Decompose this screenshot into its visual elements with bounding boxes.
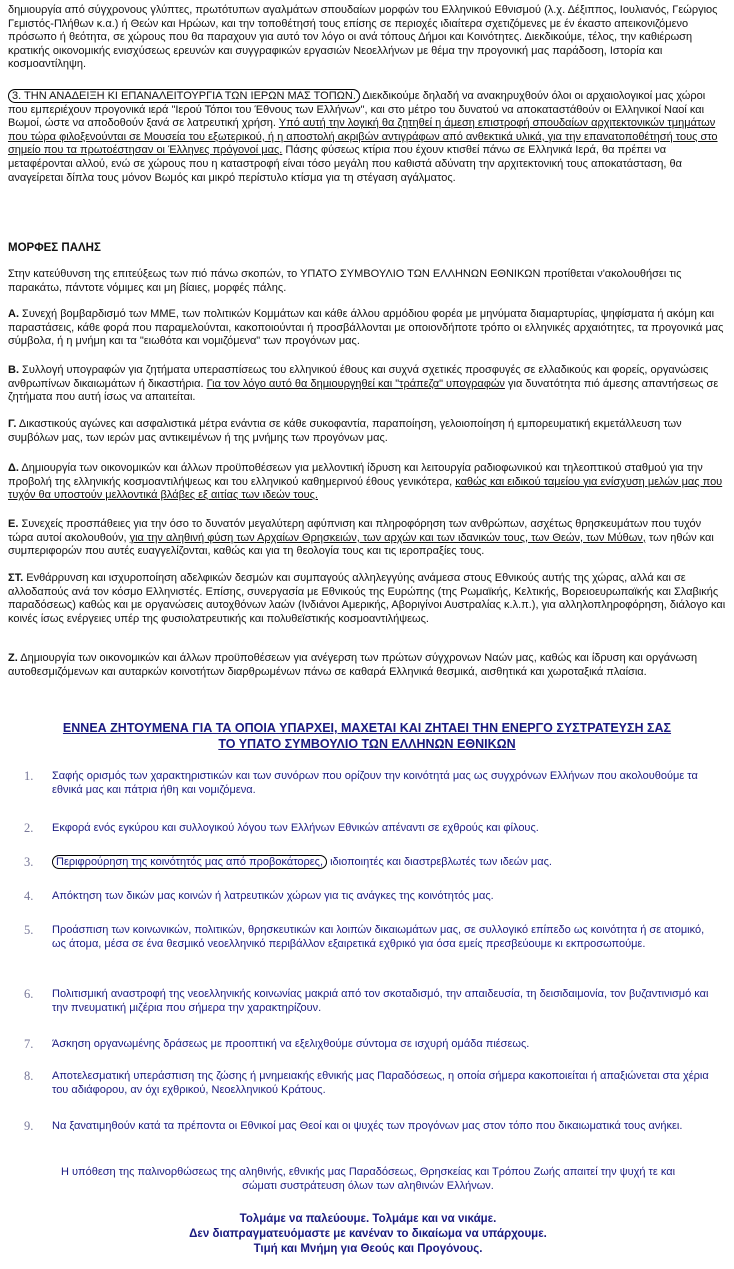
form-d xyxy=(8,462,726,503)
list-item-text: Προάσπιση των κοινωνικών, πολιτικών, θρησκευτικών και λοιπών δικαιωμάτων μας, σε συλλογικό επίπεδο ως κοινότητα ή σε ατομικό, ως άτομα, μέσα σε ένα θεσμικό νεοελληνικό περιβάλλον εξαιρετικά εχθρικό για όσα εμείς πρεσβεύουμε κι εκπροσωπούμε. xyxy=(52,924,705,950)
list-item-number: 4. xyxy=(24,889,34,903)
section-3-underlined: Υπό αυτή την λογική θα ζητηθεί η άμεση επιστροφή σπουδαίων αρχιτεκτονικών τμημάτων που τώρα φιλοξενούνται σε Μουσεία του εξωτερικού, ή η αποστολή ακριβών αντιγράφων από ανθεκτικά υλικά, για την επανατοποθέτησή τους στο σημείο που τα πρωτοέστησαν οι Έλληνες πρόγονοί μας. xyxy=(8,117,718,157)
form-st-letter: ΣΤ. xyxy=(8,572,24,584)
list-item-number: 5. xyxy=(24,923,34,937)
form-d-text: Δημιουργία των οικονομικών και άλλων προϋποθέσεων για μελλοντική ίδρυση και λειτουργία ραδιοφωνικού και τηλεοπτικού σταθμού για την προβολή της ελληνικής κοσμοαντιλήψεως και του ελληνικού καθημερινού έθους γενικότερα, xyxy=(8,462,703,488)
nine-demands-title xyxy=(8,720,726,752)
form-e-text: Συνεχείς προσπάθειες για την όσο το δυνατόν μεγαλύτερη αφύπνιση και πληροφόρηση των ανθρώπων, ασχέτως θρησκευμάτων που τυχόν τώρα αυτοί ακολουθούν, xyxy=(8,518,702,544)
motto-line-2: Δεν διαπραγματευόμαστε με κανέναν το δικαίωμα να υπάρχουμε. xyxy=(189,1228,547,1240)
motto-line-3: Τιμή και Μνήμη για Θεούς και Προγόνους. xyxy=(253,1243,483,1255)
form-b-text-2: για δυνατότητα πιό άμεσης απαντήσεως σε ζητήματα που αυτή ίσως να απαιτείται. xyxy=(8,377,719,404)
motto-line-1: Τολμάμε να παλεύουμε. Τολμάμε και να νικάμε. xyxy=(239,1213,497,1225)
section-3-paragraph xyxy=(8,90,726,185)
form-e-text-2: των ηθών και συμπεριφορών που αυτές ευαγγελίζονται, καθώς και για τη θεολογία τους και τις ιεροπραξίες τους. xyxy=(8,531,714,558)
list-item-circled: Περιφρούρηση της κοινότητός μας από προβοκάτορες, xyxy=(52,855,327,869)
list-item-text: Εκφορά ενός εγκύρου και συλλογικού λόγου των Ελλήνων Εθνικών απέναντι σε εχθρούς και φίλους. xyxy=(52,822,539,834)
list-item-number: 9. xyxy=(24,1119,34,1133)
form-a-letter: Α. xyxy=(8,308,19,320)
list-item-number: 8. xyxy=(24,1069,34,1083)
section-3-title: 3. ΤΗΝ ΑΝΑΔΕΙΞΗ ΚΙ ΕΠΑΝΑΛΕΙΤΟΥΡΓΙΑ ΤΩΝ ΙΕΡΩΝ ΜΑΣ ΤΟΠΩΝ. xyxy=(8,89,360,103)
form-e-letter: Ε. xyxy=(8,518,19,530)
list-item-text: Απόκτηση των δικών μας κοινών ή λατρευτικών χώρων για τις ανάγκες της κοινότητός μας. xyxy=(52,890,494,902)
list-item-text: Πολιτισμική αναστροφή της νεοελληνικής κοινωνίας μακριά από τον σκοταδισμό, την απαιδευσία, τη δεισιδαιμονία, τον βυζαντινισμό και την πνευματική μιζέρια που σήμερα την χαρακτηρίζουν. xyxy=(52,988,709,1014)
list-item-text: Άσκηση οργανωμένης δράσεως με προοπτική να εξελιχθούμε σύντομα σε ισχυρή ομάδα πιέσεως. xyxy=(52,1038,530,1050)
list-item-text xyxy=(52,856,712,870)
form-b-letter: Β. xyxy=(8,364,19,376)
form-a xyxy=(8,308,726,349)
form-d-letter: Δ. xyxy=(8,462,19,474)
list-item-number: 6. xyxy=(24,987,34,1001)
forms-intro: Στην κατεύθυνση της επιτεύξεως των πιό πάνω σκοπών, το ΥΠΑΤΟ ΣΥΜΒΟΥΛΙΟ ΤΩΝ ΕΛΛΗΝΩΝ ΕΘΝΙΚΩΝ προτίθεται ν'ακολουθήσει τις παρακάτω, πάντοτε νόμιμες και μη βίαιες, μορφές πάλης. xyxy=(8,268,682,294)
form-z xyxy=(8,652,726,679)
closing-paragraph: Η υπόθεση της παλινορθώσεως της αληθινής, εθνικής μας Παραδόσεως, Θρησκείας και Τρόπου Ζωής απαιτεί την ψυχή τε και σώματι συστράτευση όλων των αληθινών Ελλήνων. xyxy=(60,1166,676,1192)
form-c-text: Δικαστικούς αγώνες και ασφαλιστικά μέτρα ενάντια σε κάθε συκοφαντία, παραποίηση, γελοιοποίηση ή εμπορευματική εκμετάλλευση των συμβόλων μας, των ιερών μας αντικειμένων ή της μνήμης των προγόνων μας. xyxy=(8,418,682,444)
list-item-rest: ιδιοποιητές και διαστρεβλωτές των ιδεών μας. xyxy=(327,856,552,868)
form-e xyxy=(8,518,726,559)
intro-paragraph: δημιουργία από σύγχρονους γλύπτες, πρωτότυπων αγαλμάτων σπουδαίων μορφών του Ελληνικού Εθνισμού (λ.χ. Δέξιππος, Ιουλιανός, Γεώργιος Γεμιστός-Πλήθων κ.α.) ή Θεών και Ηρώων, και την τοποθέτησή τους επίσης σε περιοχές ιδιαίτερα σχετιζόμενες με έν έκαστο απεικονιζόμενο πρόσωπο ή θεότητα, σε χώρους που θα παραχουν για αυτό τον λόγο οι ανά τόπους Δήμοι και Κοινότητες. Διεκδικούμε, τέλος, την καθιέρωση κρατικής οικονομικής ενισχύσεως ερευνών και συγγραφικών εργασιών Νεοελλήνων με θέμα την προγονική μας παράδοση, Ιστορία και κοσμοαντίληψη. xyxy=(8,4,718,71)
form-c xyxy=(8,418,726,445)
form-c-letter: Γ. xyxy=(8,418,17,430)
form-b-underlined: Για τον λόγο αυτό θα δημιουργηθεί και "τράπεζα" υπογραφών xyxy=(206,377,505,390)
form-z-text: Δημιουργία των οικονομικών και άλλων προϋποθέσεων για ανέγερση των πρώτων σύγχρονων Ναών μας, καθώς και ίδρυση και οργάνωση αυτοθεσμιζόμενων και αυταρκών κοινοτήτων διαρθρωμένων πάνω σε καθαρά Ελληνικά θεσμικά, αισθητικά και χωροταξικά πλαίσια. xyxy=(8,652,698,678)
list-item-number: 1. xyxy=(24,769,34,783)
form-a-text: Συνεχή βομβαρδισμό των ΜΜΕ, των πολιτικών Κομμάτων και κάθε άλλου αρμόδιου φορέα με μηνύματα διαμαρτυρίας, ψηφίσματα ή ακόμη και παραστάσεις, κάθε φορά που παραμελούνται, κακοποιούνται ή προσβάλλονται με οποιονδήποτε τρόπο οι ελληνικές αρχαιότητες, τα προγονικά μας σύμβολα, ή η μνήμη και τα "ειωθότα και νομιζόμενα" των προγόνων μας. xyxy=(8,308,724,348)
list-item-text: Αποτελεσματική υπεράσπιση της ζώσης ή μνημειακής εθνικής μας Παραδόσεως, η οποία σήμερα κακοποιείται ή απαξιώνεται στα χέρια του αδιάφορου, αν όχι εχθρικού, Νεοελληνικού Κράτους. xyxy=(52,1070,709,1096)
form-b-text: Συλλογή υπογραφών για ζητήματα υπερασπίσεως του ελληνικού έθους και συχνά σχετικές προσφυγές σε ελλαδικούς και φορείς, οργανώσεις ανθρωπίνων δικαιωμάτων ή δικαστήρια. xyxy=(8,364,709,390)
list-item-text: Σαφής ορισμός των χαρακτηριστικών και των συνόρων που ορίζουν την κοινότητά μας ως συγχρόνων Ελλήνων που ακολουθούμε τα εθνικά μας και πάτρια ήθη και νομιζόμενα. xyxy=(52,770,698,796)
form-z-letter: Ζ. xyxy=(8,652,18,664)
form-e-underlined: για την αληθινή φύση των Αρχαίων Θρησκειών, των αρχών και των ιδανικών τους, των Θεών, των Μύθων, xyxy=(129,531,646,544)
forms-heading: ΜΟΡΦΕΣ ΠΑΛΗΣ xyxy=(8,242,101,254)
form-st xyxy=(8,572,726,626)
form-d-underlined: καθώς και ειδικού ταμείου για ενίσχυση μελών μας που τυχόν θα υποστούν μελλοντικά βλάβες εξ αιτίας των ιδεών τους. xyxy=(8,475,723,502)
nine-title-line-2: ΤΟ ΥΠΑΤΟ ΣΥΜΒΟΥΛΙΟ ΤΩΝ ΕΛΛΗΝΩΝ ΕΘΝΙΚΩΝ xyxy=(218,737,516,751)
list-item-number: 3. xyxy=(24,855,34,869)
list-item-text: Να ξανατιμηθούν κατά τα πρέποντα οι Εθνικοί μας Θεοί και οι ψυχές των προγόνων μας στον τόπο που δικαιωματικά τους ανήκει. xyxy=(52,1120,683,1132)
list-item-number: 7. xyxy=(24,1037,34,1051)
nine-title-line-1: ΕΝΝΕΑ ΖΗΤΟΥΜΕΝΑ ΓΙΑ ΤΑ ΟΠΟΙΑ ΥΠΑΡΧΕΙ, ΜΑΧΕΤΑΙ ΚΑΙ ΖΗΤΑΕΙ ΤΗΝ ΕΝΕΡΓΟ ΣΥΣΤΡΑΤΕΥΣΗ ΣΑΣ xyxy=(62,721,672,735)
section-3-text-b: Πάσης φύσεως κτίρια που έχουν κτισθεί πάνω σε Ελληνικά Ιερά, θα πρέπει να μεταφέρονται αλλού, ενώ σε χώρους που η καταστροφή είναι τόσο μεγάλη που καθιστά αδύνατη την αρχιτεκτονική τους αποκατάσταση, θα αναγείρεται δίπλα τους μόνον Βωμός και μικρό περίστυλο κτίσμα για τη στέγαση αγάλματος. xyxy=(8,144,683,184)
section-3-text-a: Διεκδικούμε δηλαδή να ανακηρυχθούν όλοι οι αρχαιολογικοί μας χώροι που εμπεριέχουν προγονικά ιερά "Ιερού Τόποι του Έθνους των Ελλήνων", και στο μέτρο του δυνατού να αποκαταστάθούν οι Ελληνικοί Ναοί και Βωμοί, ώστε να αποδοθούν ξανά σε λατρευτική χρήση. xyxy=(8,90,706,130)
form-b xyxy=(8,364,726,405)
form-st-text: Ενθάρρυνση και ισχυροποίηση αδελφικών δεσμών και συμπαγούς αλληλεγγύης ανάμεσα στους Εθνικούς αυτής της χώρας, αλλά και σε αλλοδαπούς ανά τον κόσμο Ελληνιστές. Επίσης, συνεργασία με Εθνικούς της Ευρώπης (της Ρωμαϊκής, Κελτικής, Βορειοευρωπαϊκής και Σλαβικής παραδόσεως) καθώς και με οργανώσεις αυτοχθόνων λαών (Ινδιάνοι Αμερικής, Αβοριγίνοι Αυστραλίας κ.λ.π.), για αλληλοπληροφόρηση, διάλογο και κοινές ίσως ενέργειες υπέρ της φυσιολατρευτικής και πολυθεϊστικής κοσμοαντιλήψεως. xyxy=(8,572,726,625)
list-item-number: 2. xyxy=(24,821,34,835)
